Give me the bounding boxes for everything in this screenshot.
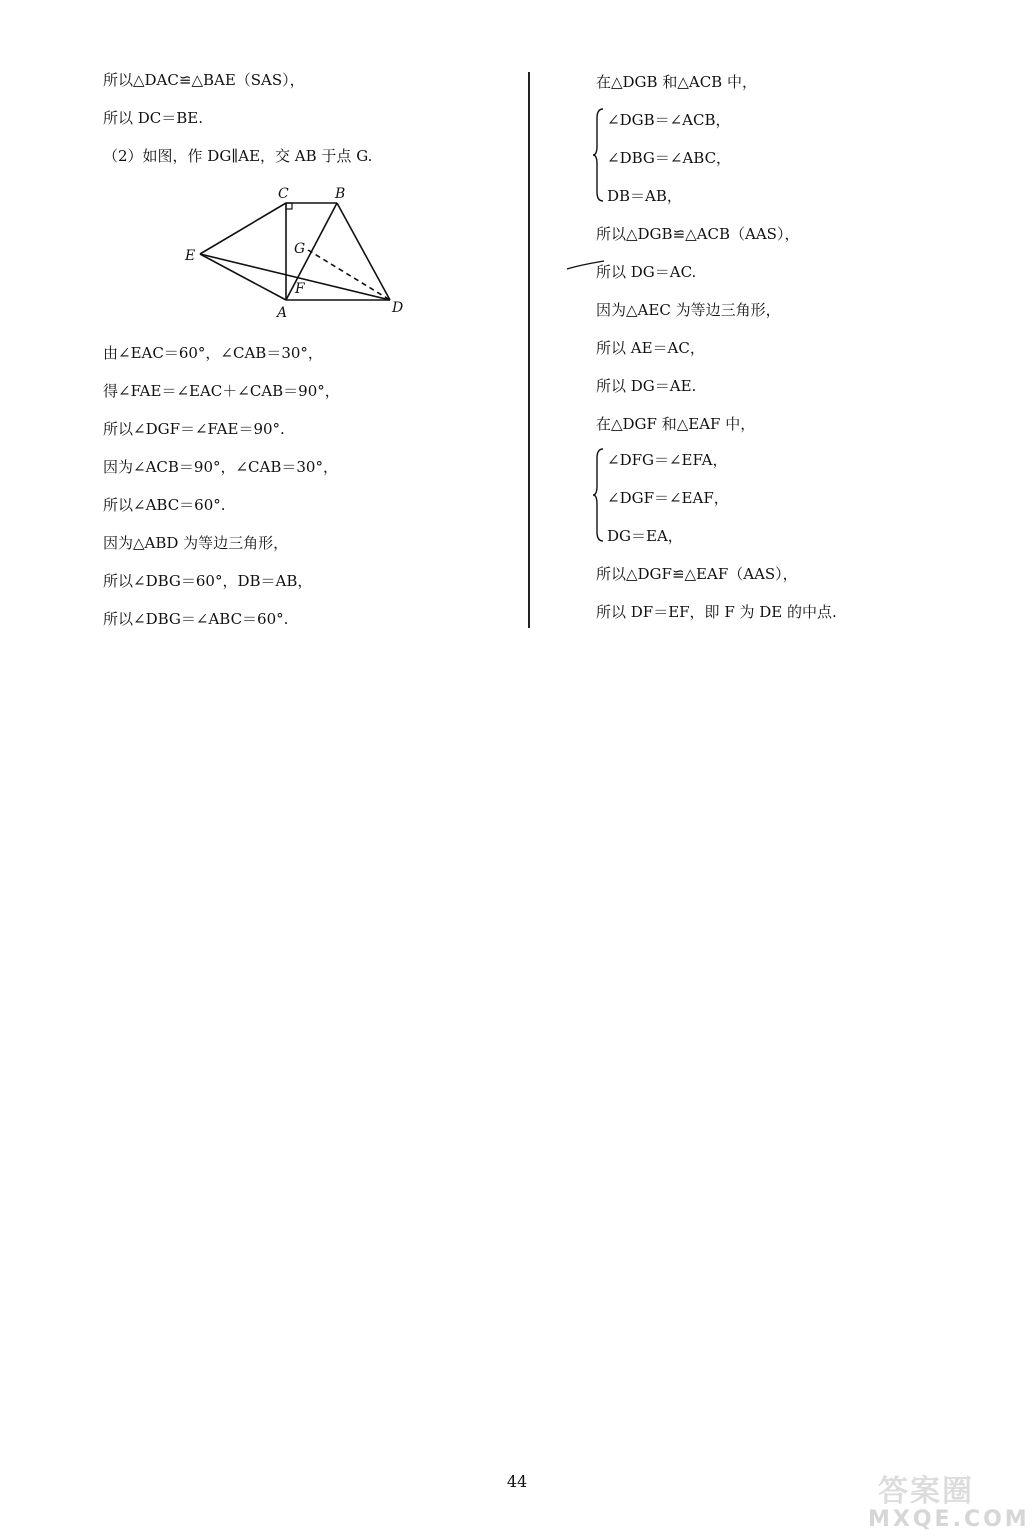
pen-mark: [566, 258, 606, 272]
text-line: 所以 DF＝EF，即 F 为 DE 的中点.: [596, 603, 837, 621]
text-line: 所以∠DBG＝∠ABC＝60°.: [103, 610, 289, 628]
text-line: 因为∠ACB＝90°，∠CAB＝30°，: [103, 458, 338, 476]
text-line: 得∠FAE＝∠EAC＋∠CAB＝90°，: [103, 382, 340, 400]
text-line: DG＝EA，: [607, 527, 683, 545]
text-line: 所以 DC＝BE.: [103, 109, 204, 127]
text-line: ∠DFG＝∠EFA，: [607, 451, 728, 469]
label-G: G: [294, 241, 306, 257]
segment-EA: [200, 254, 286, 300]
text-line: 所以∠DBG＝60°，DB＝AB，: [103, 572, 313, 590]
text-line: 由∠EAC＝60°，∠CAB＝30°，: [103, 344, 323, 362]
left-brace-1: [592, 108, 604, 202]
label-A: A: [277, 305, 288, 321]
label-E: E: [185, 248, 196, 264]
label-B: B: [335, 186, 346, 202]
segment-BD: [337, 203, 390, 300]
watermark-bottom-text: MXQE.COM: [868, 1507, 1030, 1532]
text-line: 所以△DAC≌△BAE（SAS），: [103, 71, 305, 89]
text-line: 在△DGF 和△EAF 中，: [596, 415, 756, 433]
text-line: DB＝AB，: [607, 187, 682, 205]
segment-EC: [200, 203, 286, 254]
segment-GD-dashed: [308, 250, 390, 300]
text-line: 所以 DG＝AC.: [596, 263, 697, 281]
label-F: F: [295, 281, 305, 297]
text-line: ∠DGB＝∠ACB，: [607, 111, 731, 129]
text-line: ∠DBG＝∠ABC，: [607, 149, 732, 167]
text-line: 所以∠DGF＝∠FAE＝90°.: [103, 420, 285, 438]
text-line: 所以∠ABC＝60°.: [103, 496, 226, 514]
watermark-logo: [868, 1466, 1028, 1532]
page-number: 44: [506, 1472, 528, 1491]
column-divider: [528, 72, 530, 628]
text-line: 所以 AE＝AC，: [596, 339, 705, 357]
watermark-top-text: 答案圈: [878, 1474, 974, 1509]
label-C: C: [278, 186, 289, 202]
text-line: 在△DGB 和△ACB 中，: [596, 73, 757, 91]
left-brace-2: [592, 448, 604, 542]
text-line: 所以△DGF≌△EAF（AAS），: [596, 565, 798, 583]
text-line: （2）如图，作 DG∥AE，交 AB 于点 G.: [103, 147, 373, 165]
text-line: ∠DGF＝∠EAF，: [607, 489, 729, 507]
geometry-figure: [180, 182, 420, 322]
text-line: 因为△AEC 为等边三角形，: [596, 301, 781, 319]
text-line: 因为△ABD 为等边三角形，: [103, 534, 289, 552]
right-angle-mark: [286, 203, 292, 209]
text-line: 所以 DG＝AE.: [596, 377, 697, 395]
text-line: 所以△DGB≌△ACB（AAS），: [596, 225, 800, 243]
label-D: D: [392, 300, 404, 316]
